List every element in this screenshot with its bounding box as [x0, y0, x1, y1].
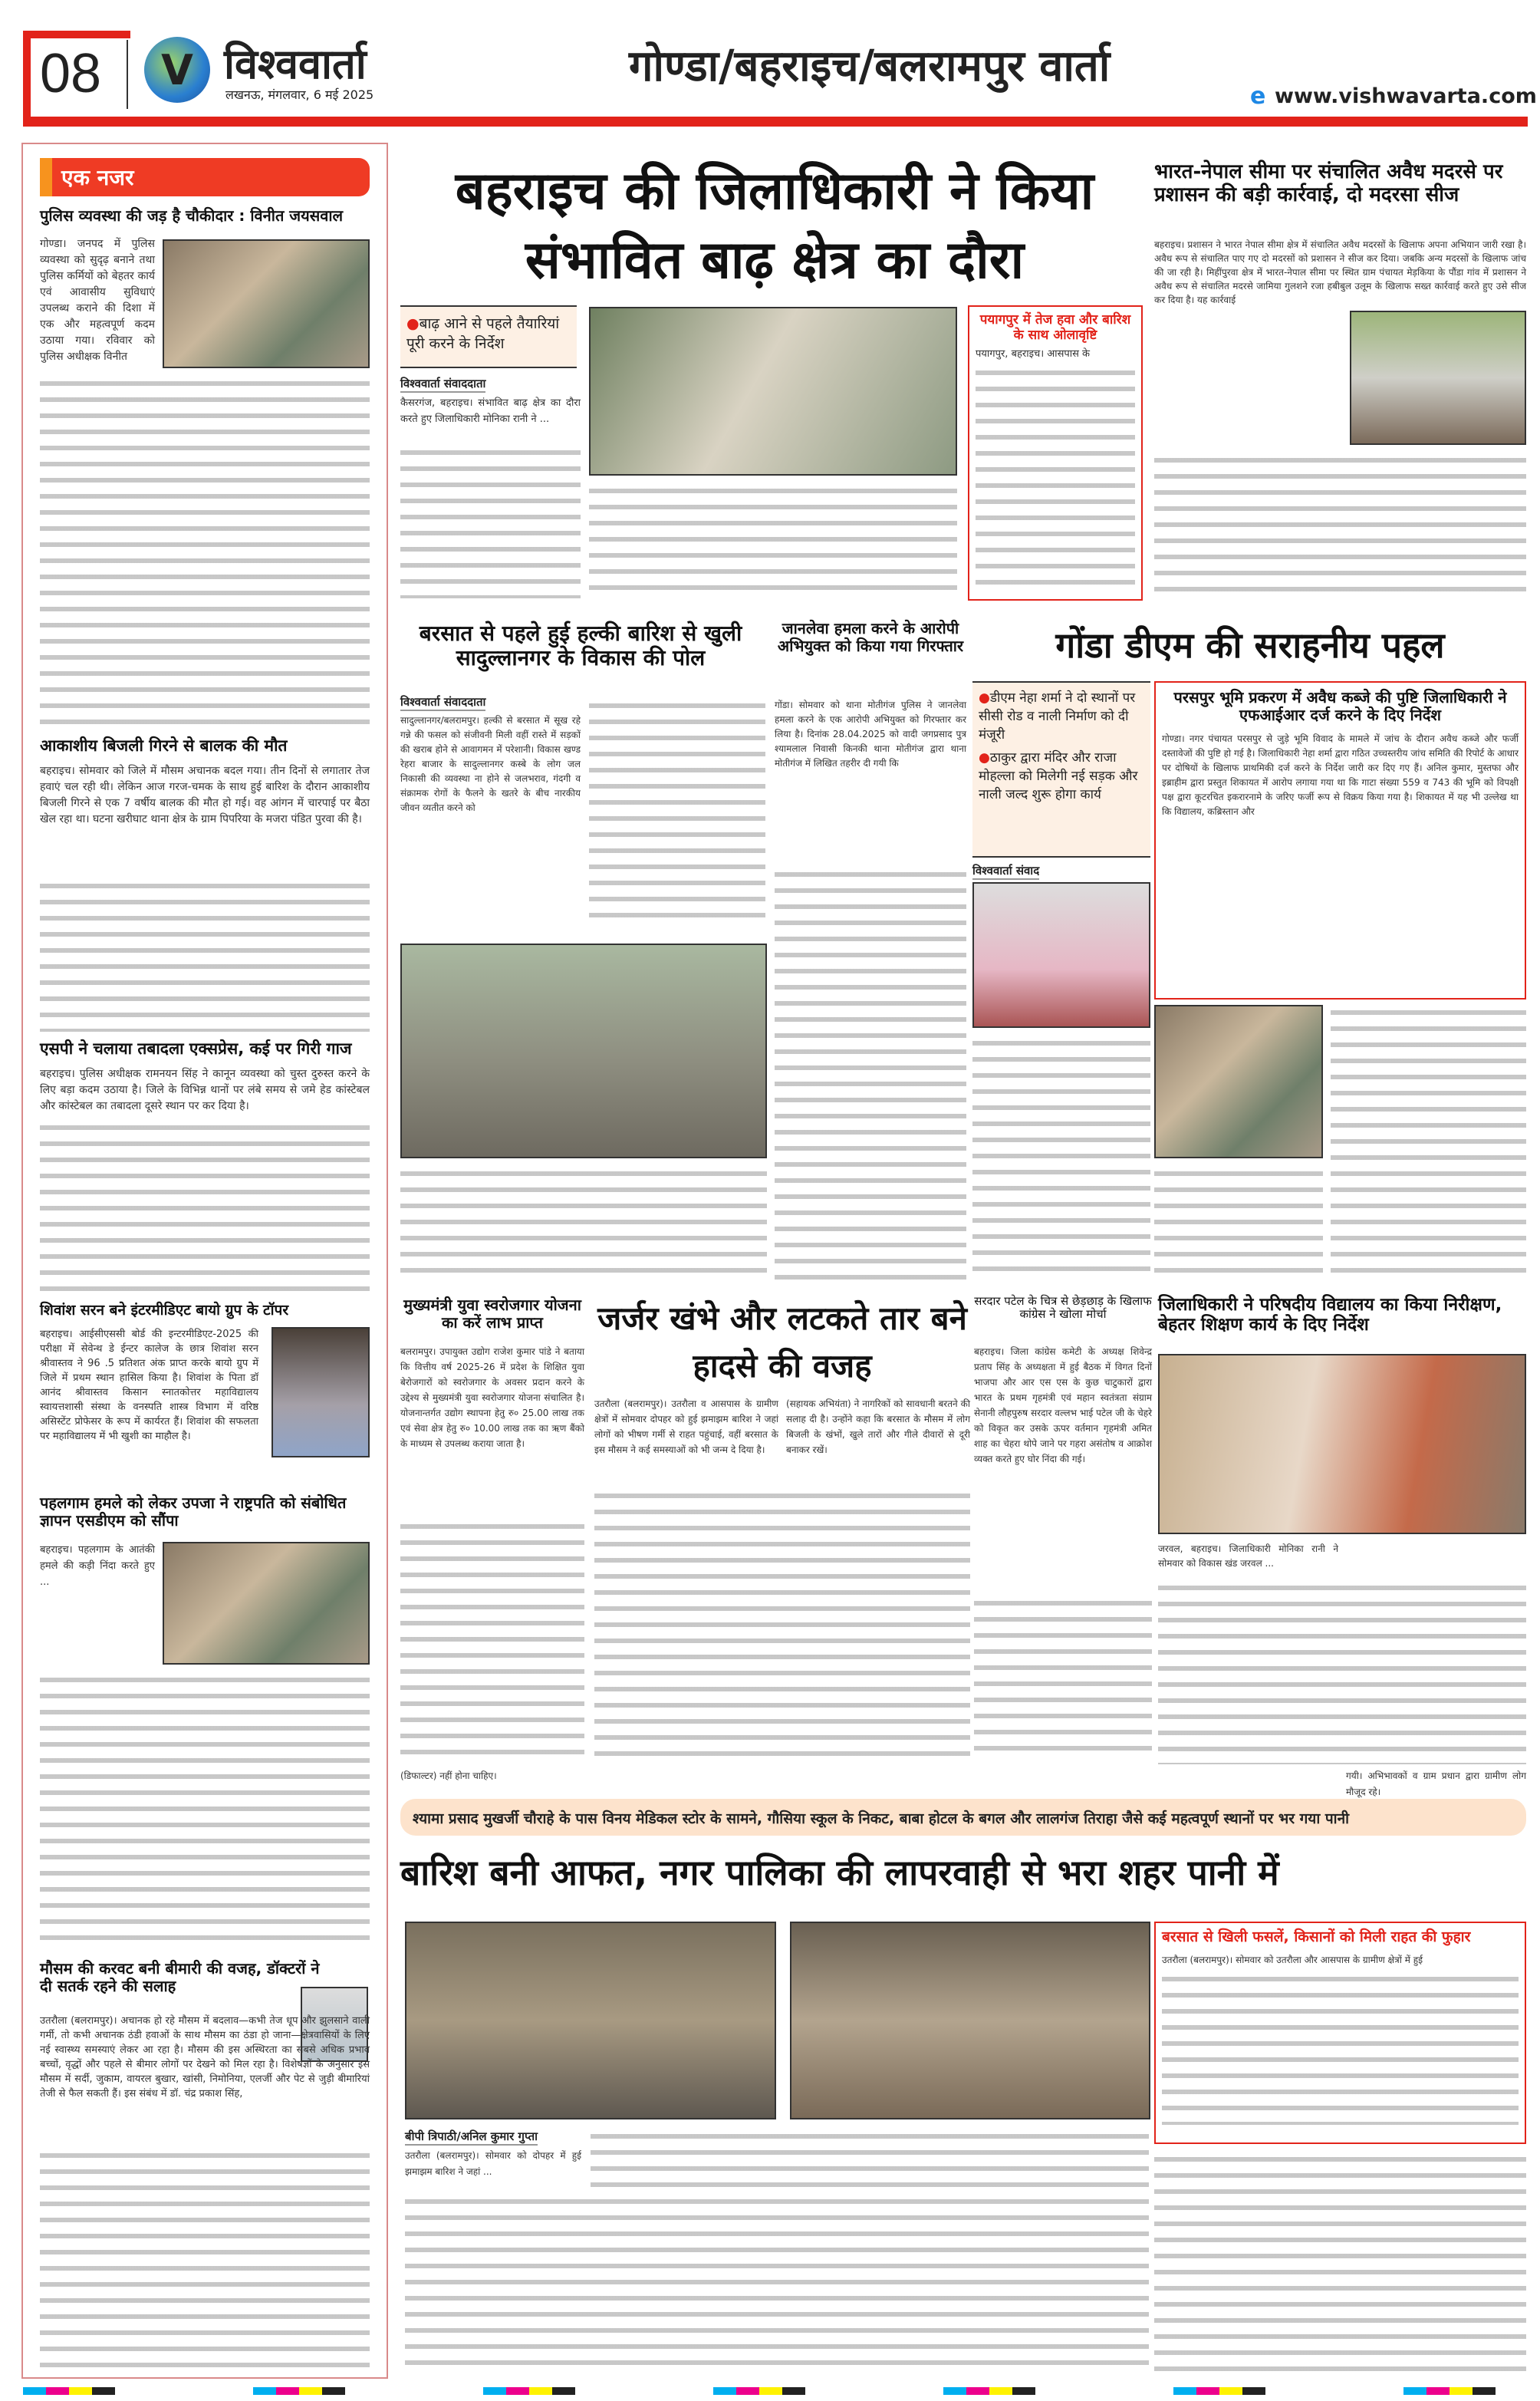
article-school-lead: जरवल, बहराइच। जिलाधिकारी मोनिका रानी ने सोमवार को विकास खंड जरवल ...: [1158, 1543, 1338, 1569]
photo-flood-2: [790, 1922, 1150, 2119]
article-arrest-lead: गोंडा। सोमवार को थाना मोतीगंज पुलिस ने जानलेवा हमला करने के एक आरोपी अभियुक्त को गिरफ्तार कर लिया है। दिनांक 28.04.2025 को वादी जगप्रसाद पुत्र श्यामलाल निवासी किनकी थाना मोतीगंज द्वारा थाना मोतीगंज में लिखित तहरीर दी गयी कि: [775, 700, 966, 769]
headline-patel: सरदार पटेल के चित्र से छेड़छाड़ के खिलाफ कांग्रेस ने खोला मोर्चा: [974, 1294, 1152, 1322]
article-flood-lead: उतरौला (बलरामपुर)। सोमवार को दोपहर में हुई झमाझम बारिश ने जहां ...: [405, 2150, 581, 2177]
photo-pahalgam: [163, 1542, 370, 1665]
article-paraspur-lead: गोण्डा। नगर पंचायत परसपुर से जुड़े भूमि विवाद के मामले में जांच के दौरान अवैध कब्जे और फर्जी दस्तावेजों की पुष्टि हो गई है। जिलाधिकारी नेहा शर्मा द्वारा गठित उच्चस्तरीय जांच समिति की रिपोर्ट के आधार पर दोषियों के खिलाफ प्राथमिकी दर्ज करने के निर्देश जारी कर दिए गए हैं। अनिल कुमार, मुस्तफा और इब्राहीम द्वारा प्रस्तुत शिकायत में आरोप लगाया गया था कि गाटा संख्या 559 व 743 की भूमि को विपक्षी पक्ष द्वारा कूटरचित इकरारनामे के जरिए फर्जी रूप से विक्रय किया गया है। शिकायत में यह भी उल्लेख था कि विद्यालय, कब्रिस्तान और: [1162, 733, 1519, 817]
photo-madarsa: [1350, 311, 1526, 445]
lead-headline: बहराइच की जिलाधिकारी ने किया संभावित बाढ़ क्षेत्र का दौरा: [455, 161, 1094, 291]
headline-crops: बरसात से खिली फसलें, किसानों को मिली राहत की फुहार: [1162, 1928, 1471, 1945]
photo-sadullanagar: [400, 944, 767, 1158]
article-jarjar-col2: (सहायक अभियंता) ने नागरिकों को सावधानी बरतने की सलाह दी है। उन्होंने कहा कि बरसात के मौसम में लोग बिजली के खंभों, खुले तारों और गीले दीवारों से दूरी बनाकर रखें।: [786, 1398, 970, 1455]
paper-logo-icon: V: [144, 37, 210, 103]
header-accent: [23, 31, 130, 38]
article-chaukidar-lead: गोण्डा। जनपद में पुलिस व्यवस्था को सुदृढ़ बनाने तथा पुलिस कर्मियों को बेहतर कार्य एवं आवासीय सुविधाएं उपलब्ध कराने की दिशा में एक और महत्वपूर्ण कदम उठाया गया। रविवार को पुलिस अधीक्षक विनीत: [40, 238, 155, 363]
headline-topper: शिवांश सरन बने इंटरमीडिएट बायो ग्रुप के टॉपर: [40, 1302, 289, 1319]
article-pahalgam-lead: बहराइच। पहलगाम के आतंकी हमले की कड़ी निंदा करते हुए ...: [40, 1544, 155, 1588]
lead-sidebar: ●बाढ़ आने से पहले तैयारियां पूरी करने के निर्देश: [400, 305, 577, 368]
headline-gonda-dm: गोंडा डीएम की सराहनीय पहल: [1055, 624, 1445, 666]
headline-yojana: मुख्यमंत्री युवा स्वरोजगार योजना का करें लाभ प्राप्त: [403, 1296, 581, 1332]
page-number: 08: [40, 43, 102, 104]
headline-madarsa: भारत-नेपाल सीमा पर संचालित अवैध मदरसे पर प्रशासन की बड़ी कार्रवाई, दो मदरसा सीज: [1154, 160, 1503, 206]
article-jarjar-end: (डिफाल्टर) नहीं होना चाहिए।: [400, 1770, 497, 1781]
gonda-dm-sidebar: ●डीएम नेहा शर्मा ने दो स्थानों पर सीसी रोड व नाली निर्माण को दी मंजूरी ●ठाकुर द्वारा मंदिर और राजा मोहल्ला को मिलेगी नई सड़क और नाली जल्द शुरू होगा कार्य: [972, 681, 1150, 858]
headline-transfer: एसपी ने चलाया तबादला एक्सप्रेस, कई पर गिरी गाज: [40, 1039, 352, 1058]
color-registration-bar: [23, 2387, 1526, 2395]
browser-icon: e: [1250, 83, 1266, 110]
bullet-2: ठाकुर द्वारा मंदिर और राजा मोहल्ला को मिलेगी नई सड़क और नाली जल्द शुरू होगा कार्य: [979, 750, 1138, 802]
lead-byline: विश्ववार्ता संवाददाता: [400, 376, 485, 393]
headline-school-inspection: जिलाधिकारी ने परिषदीय विद्यालय का किया निरीक्षण, बेहतर शिक्षण कार्य के दिए निर्देश: [1158, 1295, 1502, 1336]
lead-story-text: कैसरगंज, बहराइच। संभावित बाढ़ क्षेत्र का दौरा करते हुए जिलाधिकारी मोनिका रानी ने ...: [400, 397, 581, 425]
article-transfer-lead: बहराइच। पुलिस अधीक्षक रामनयन सिंह ने कानून व्यवस्था को चुस्त दुरुस्त करने के लिए बड़ा कदम उठाया है। जिले के विभिन्न थानों पर लंबे समय से जमे हेड कांस्टेबल और कांस्टेबल का तबादला दूसरे स्थान पर कर दिया है।: [40, 1068, 370, 1112]
article-sadullanagar-lead: सादुल्लानगर/बलरामपुर। हल्की से बरसात में सूख रहे गन्ने की फसल को संजीवनी मिली वहीं रास्ते में सड़कों की खराब होने से आवागमन में परेशानी। विकास खण्ड रेहरा बाजार के सादुल्लानगर कस्बे के लोग जल निकासी की व्यवस्था ना होने से जलभराव, गंदगी व संक्रामक रोगों के फैलने के खतरे के बीच नारकीय जीवन व्यतीत करने को: [400, 715, 581, 813]
headline-chaukidar: पुलिस व्यवस्था की जड़ है चौकीदार : विनीत जयसवाल: [40, 206, 344, 225]
website-link[interactable]: www.vishwavarta.com: [1275, 84, 1537, 108]
photo-paraspur: [1154, 1005, 1323, 1158]
flood-banner: श्यामा प्रसाद मुखर्जी चौराहे के पास विनय मेडिकल स्टोर के सामने, गौसिया स्कूल के निकट, बाबा होटल के बगल और लालगंज तिराहा जैसे कई महत्वपूर्ण स्थानों पर भर गया पानी: [400, 1799, 1526, 1836]
flood-byline: बीपी त्रिपाठी/अनिल कुमार गुप्ता: [405, 2129, 538, 2146]
paraspur-box: [1154, 681, 1526, 1000]
headline-lightning: आकाशीय बिजली गिरने से बालक की मौत: [40, 736, 288, 755]
photo-chaukidar: [163, 239, 370, 368]
headline-weather-doctors: मौसम की करवट बनी बीमारी की वजह, डॉक्टरों ने दी सतर्क रहने की सलाह: [40, 1959, 320, 1995]
headline-paraspur: परसपुर भूमि प्रकरण में अवैध कब्जे की पुष्टि जिलाधिकारी ने एफआईआर दर्ज करने के दिए निर्देश: [1173, 688, 1507, 724]
bullet-1: डीएम नेहा शर्मा ने दो स्थानों पर सीसी रोड व नाली निर्माण को दी मंजूरी: [979, 690, 1136, 743]
section-title: गोण्डा/बहराइच/बलरामपुर वार्ता: [629, 41, 1111, 91]
article-patel-lead: बहराइच। जिला कांग्रेस कमेटी के अध्यक्ष शिवेन्द्र प्रताप सिंह के अध्यक्षता में हुई बैठक में विगत दिनों भाजपा और आर एस एस के कुछ चाटुकारों द्वारा भारत के प्रथम गृहमंत्री एवं महान स्वतंत्रता संग्राम सेनानी लौहपुरुष सरदार वल्लभ भाई पटेल जी के चेहरे को विकृत कर उसके ऊपर वर्तमान गृहमंत्री अमित शाह का चेहरा थोपे जाने पर गहरा असंतोष व आक्रोश व्यक्त करते हुए घोर निंदा की गई।: [974, 1346, 1152, 1464]
article-weather-lead: उतरौला (बलरामपुर)। अचानक हो रहे मौसम में बदलाव—कभी तेज धूप और झुलसाने वाली गर्मी, तो कभी अचानक ठंडी हवाओं के साथ मौसम का ठंडा हो जाना—क्षेत्रवासियों के लिए नई स्वास्थ्य समस्याएं लेकर आ रहा है। मौसम की इस अस्थिरता का सबसे अधिक प्रभाव बच्चों, वृद्धों और पहले से बीमार लोगों पर देखने को मिल रहा है। विशेषज्ञों के अनुसार इस मौसम में सर्दी, जुकाम, वायरल बुखार, खांसी, निमोनिया, एलर्जी और पेट से जुड़ी बीमारियां तेजी से फैल सकती हैं। इस संबंध में डॉ. चंद्र प्रकाश सिंह,: [40, 2015, 370, 2100]
headline-sadullanagar: बरसात से पहले हुई हल्की बारिश से खुली सादुल्लानगर के विकास की पोल: [419, 621, 742, 671]
photo-topper: [271, 1327, 370, 1457]
article-crops-lead: उतरौला (बलरामपुर)। सोमवार को उतरौला और आसपास के ग्रामीण क्षेत्रों में हुई: [1162, 1954, 1423, 1965]
article-lightning-lead: बहराइच। सोमवार को जिले में मौसम अचानक बदल गया। तीन दिनों से लगातार तेज हवाएं चल रही थी। लेकिन आज गरज-चमक के साथ हुई बारिश के दौरान आकाशीय बिजली गिरने से एक 7 वर्षीय बालक की मौत हो गई। वह आंगन में चारपाई पर बैठा खेल रहा था। घटना खरीघाट थाना क्षेत्र के ग्राम पिपरिया के मजरा पंडित पुरवा की है।: [40, 765, 370, 825]
article-madarsa-lead: बहराइच। प्रशासन ने भारत नेपाल सीमा क्षेत्र में संचालित अवैध मदरसों के खिलाफ अपना अभियान जारी रखा है। अवैध रूप से संचालित पाए गए दो मदरसों को प्रशासन ने सीज कर दिया। जबकि अन्य मदरसों के खिलाफ जांच की जा रही है। मिहींपुरवा क्षेत्र में भारत-नेपाल सीमा पर स्थित ग्राम पंचायत मेड़किया के पौंडा गांव में प्रशासन ने अवैध रूप से संचालित मदरसे जामिया गुलशने रजा हबीबुल उलूम के खिलाफ सख्त कार्रवाई करते हुए उसे सीज कर दिया है। यह कार्रवाई: [1154, 239, 1526, 305]
headline-pahalgam: पहलगाम हमले को लेकर उपजा ने राष्ट्रपति को संबोधित ज्ञापन एसडीएम को सौंपा: [40, 1494, 347, 1530]
photo-school: [1158, 1354, 1526, 1534]
hail-box: [968, 305, 1143, 601]
photo-gonda-dm: [972, 882, 1150, 1028]
article-jarjar-lead: उतरौला (बलरामपुर)। उतरौला व आसपास के ग्रामीण क्षेत्रों में सोमवार दोपहर को हुई झमाझम बारिश ने जहां लोगों को भीषण गर्मी से राहत पहुंचाई, वहीं बरसात के इस मौसम ने कई समस्याओं को भी जन्म दे दिया है।: [594, 1398, 778, 1455]
headline-flood: बारिश बनी आफत, नगर पालिका की लापरवाही से भरा शहर पानी में: [400, 1852, 1279, 1893]
photo-flood-1: [405, 1922, 776, 2119]
headline-jarjar: जर्जर खंभे और लटकते तार बने हादसे की वजह: [597, 1299, 967, 1385]
paper-name: विश्ववार्ता: [224, 40, 367, 88]
photo-lead-story: [589, 307, 957, 476]
crops-box: [1154, 1922, 1526, 2144]
header-rule: [23, 117, 1528, 127]
article-topper-lead: बहराइच। आईसीएससी बोर्ड की इन्टरमीडिएट-2025 की परीक्षा में सेवेन्थ डे ईन्टर कालेज के छात्र शिवांश सरन श्रीवास्तव ने 96 .5 प्रतिशत अंक प्राप्त करके बायो ग्रुप में जिले में प्रथम स्थान हासिल किया है। शिवांश के पिता डॉ आनंद श्रीवास्तव किसान स्नातकोत्तर महाविद्यालय स्वायत्तशासी संस्था के वनस्पति शास्त्र विभाग में वरिष्ठ असिस्टेंट प्रोफेसर के रूप में कार्यरत हैं। शिवांश की सफलता पर महाविद्यालय में भी खुशी का माहौल है।: [40, 1329, 258, 1442]
hail-lead: पयागपुर, बहराइच। आसपास के: [976, 348, 1091, 361]
dateline: लखनऊ, मंगलवार, 6 मई 2025: [225, 87, 374, 102]
sadullanagar-byline: विश्ववार्ता संवाददाता: [400, 694, 485, 711]
gonda-dm-byline: विश्ववार्ता संवाद: [972, 863, 1039, 880]
article-school-end: गयी। अभिभावकों व ग्राम प्रधान द्वारा ग्रामीण लोग मौजूद रहे।: [1346, 1770, 1526, 1797]
article-yojana-lead: बलरामपुर। उपायुक्त उद्योग राजेश कुमार पांडे ने बताया कि वित्तीय वर्ष 2025-26 में प्रदेश के शिक्षित युवा बेरोजगारों को स्वरोजगार के अवसर प्रदान करने के उद्देश्य से मुख्यमंत्री युवा स्वरोजगार योजना संचालित है। योजनान्तर्गत उद्योग स्थापना हेतु रु० 25.00 लाख तक एवं सेवा क्षेत्र हेतु रु० 10.00 लाख तक का ऋण बैंको के माध्यम से उपलब्ध कराया जाता है।: [400, 1346, 584, 1449]
section-label: एक नजर: [40, 158, 370, 196]
header-accent-left: [23, 31, 31, 123]
headline-arrest: जानलेवा हमला करने के आरोपी अभियुक्त को किया गया गिरफ्तार: [777, 619, 964, 655]
headline-hail: पयागपुर में तेज हवा और बारिश के साथ ओलावृष्टि: [979, 312, 1131, 343]
